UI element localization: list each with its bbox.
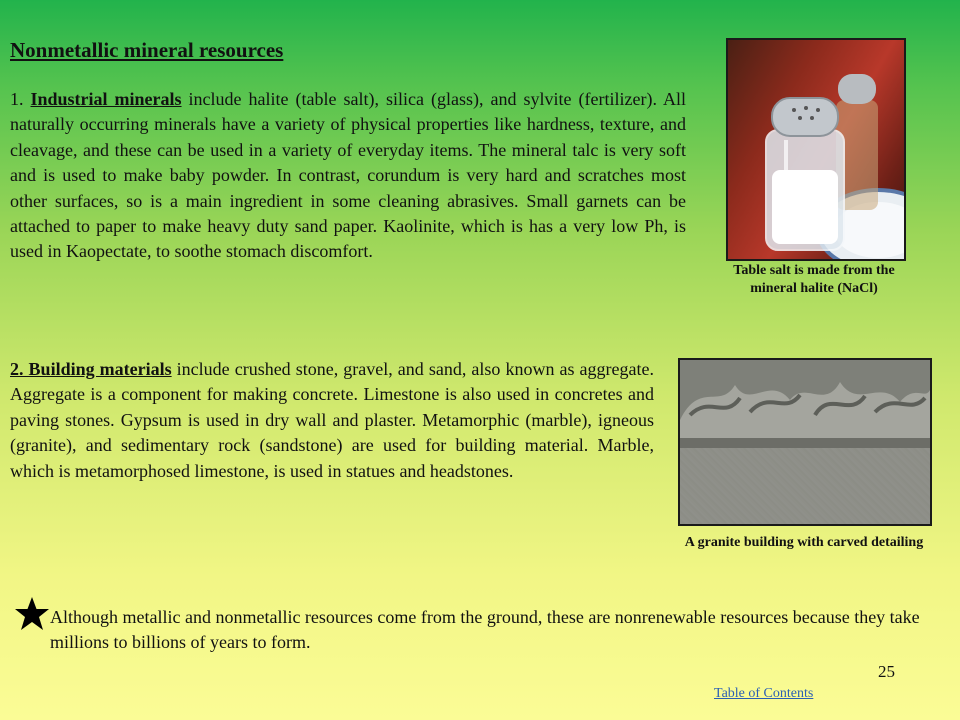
granite-caption: A granite building with carved detailing: [684, 535, 924, 550]
page-title: Nonmetallic mineral resources: [10, 38, 284, 62]
granite-carving-illustration: [680, 360, 930, 524]
page-number: 25: [878, 662, 895, 681]
industrial-minerals-paragraph: [10, 87, 686, 265]
nonrenewable-note: Although metallic and nonmetallic resources come from the ground, these are nonrenewable resources because they take millions to billions of years to form.: [50, 607, 920, 652]
salt-shaker-illustration: [728, 40, 904, 259]
salt-caption: Table salt is made from the mineral halite (NaCl): [733, 263, 895, 296]
salt-shaker-photo: [726, 38, 906, 261]
industrial-minerals-text: include halite (table salt), silica (glass), and sylvite (fertilizer). All naturally occurring minerals have a variety of physical properties like hardness, texture, and cleavage, and these can be used in a variety of everyday items. The mineral talc is very soft and is used to make baby powder. In contrast, corundum is very hard and scratches most other surfaces, so is a main ingredient in some cleaning abrasives. Small garnets can be attached to paper to make heavy duty sand paper. Kaolinite, which is has a very low Ph, is used in Kaopectate, to soothe stomach discomfort.: [10, 89, 686, 262]
table-of-contents-link[interactable]: Table of Contents: [714, 686, 814, 701]
section1-number: 1.: [10, 89, 31, 109]
building-materials-text: include crushed stone, gravel, and sand, also known as aggregate. Aggregate is a component for making concrete. Limestone is also used in concretes and paving stones. Gypsum is used in dry wall and plaster. Metamorphic (marble), igneous (granite), and sedimentary rock (sandstone) are used for building material. Marble, which is metamorphosed limestone, is used in statues and headstones.: [10, 359, 654, 481]
building-materials-paragraph: [10, 357, 654, 484]
industrial-minerals-heading: Industrial minerals: [30, 89, 182, 109]
star-icon: [14, 596, 50, 632]
granite-building-photo: [678, 358, 932, 526]
building-materials-heading: 2. Building materials: [10, 359, 172, 379]
